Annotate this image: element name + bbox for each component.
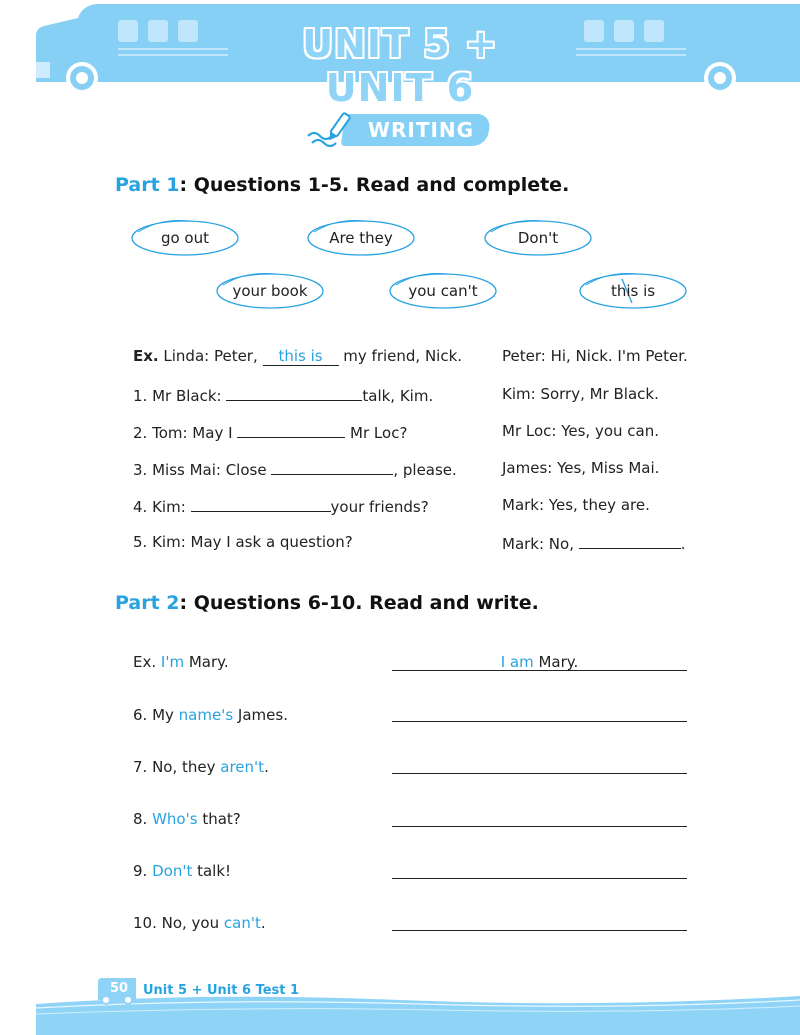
- question-text: Mary.: [184, 653, 229, 671]
- answer-line[interactable]: [392, 930, 687, 931]
- question-text: 7. No, they: [133, 758, 221, 776]
- part1-response-1: Kim: Sorry, Mr Black.: [502, 385, 659, 403]
- example-answer: this is: [263, 347, 339, 366]
- answer-blank[interactable]: [237, 422, 345, 438]
- question-text: talk!: [192, 862, 232, 880]
- highlight-word: name's: [178, 706, 234, 724]
- footer-wave-graphic: [0, 970, 800, 1035]
- section-title: WRITING: [367, 118, 475, 142]
- word-option-text: your book: [232, 282, 308, 300]
- highlight-word: Who's: [152, 810, 198, 828]
- answer-blank[interactable]: [271, 459, 393, 475]
- part1-label: Part 1: [115, 174, 180, 196]
- word-option-5: [388, 271, 498, 311]
- part2-example-answer: [392, 653, 687, 671]
- word-option-2: [306, 218, 416, 258]
- word-option-text: you can't: [408, 282, 478, 300]
- part1-question-2: [133, 422, 407, 442]
- question-text: 2. Tom: May I: [133, 424, 238, 442]
- part1-question-4: [133, 496, 429, 516]
- answer-line[interactable]: [392, 826, 687, 827]
- response-text: .: [680, 535, 686, 553]
- part1-response-3: James: Yes, Miss Mai.: [502, 459, 660, 477]
- question-text: .: [260, 914, 266, 932]
- example-text: my friend, Nick.: [338, 347, 463, 365]
- word-option-1: [130, 218, 240, 258]
- pen-writing-icon: [304, 110, 356, 150]
- example-text: Linda: Peter,: [158, 347, 263, 365]
- part1-question-5: 5. Kim: May I ask a question?: [133, 533, 353, 551]
- part1-heading: [115, 174, 569, 196]
- part1-response-4: Mark: Yes, they are.: [502, 496, 650, 514]
- question-text: your friends?: [330, 498, 429, 516]
- part2-question-7: [133, 758, 269, 776]
- part2-example-question: [133, 653, 229, 671]
- answer-blank[interactable]: [191, 496, 331, 512]
- part1-response-2: Mr Loc: Yes, you can.: [502, 422, 660, 440]
- question-text: 6. My: [133, 706, 179, 724]
- part2-question-8: [133, 810, 241, 828]
- word-option-text: Don't: [517, 229, 559, 247]
- part2-question-9: [133, 862, 231, 880]
- highlight-word: Don't: [152, 862, 193, 880]
- question-text: 8.: [133, 810, 153, 828]
- highlight-word: aren't: [220, 758, 265, 776]
- part2-instruction: : Questions 6-10. Read and write.: [179, 592, 539, 614]
- answer-line[interactable]: [392, 721, 687, 722]
- part2-heading: [115, 592, 539, 614]
- question-text: Ex.: [133, 653, 161, 671]
- answer-line[interactable]: [392, 773, 687, 774]
- word-option-6-used: [578, 271, 688, 311]
- answer-blank[interactable]: [579, 533, 681, 549]
- example-prefix: Ex.: [133, 347, 159, 365]
- response-text: Mark: No,: [502, 535, 579, 553]
- part1-question-3: [133, 459, 457, 479]
- answer-text: Mary.: [533, 653, 579, 671]
- answer-line: [392, 670, 687, 671]
- word-option-text: go out: [160, 229, 210, 247]
- question-text: talk, Kim.: [362, 387, 434, 405]
- part2-question-6: [133, 706, 288, 724]
- part1-question-1: [133, 385, 433, 405]
- question-text: 3. Miss Mai: Close: [133, 461, 272, 479]
- answer-blank[interactable]: [226, 385, 362, 401]
- part1-instruction: : Questions 1-5. Read and complete.: [179, 174, 570, 196]
- unit-title: UNIT 5 + UNIT 6: [302, 22, 498, 110]
- highlight-word: can't: [223, 914, 261, 932]
- footer-test-label: Unit 5 + Unit 6 Test 1: [143, 983, 300, 998]
- question-text: that?: [197, 810, 241, 828]
- answer-highlight: I am: [500, 653, 534, 671]
- question-text: James.: [233, 706, 288, 724]
- question-text: 1. Mr Black:: [133, 387, 227, 405]
- part1-example-right: Peter: Hi, Nick. I'm Peter.: [502, 347, 688, 365]
- question-text: 10. No, you: [133, 914, 224, 932]
- part1-response-5: [502, 533, 686, 553]
- question-text: 4. Kim:: [133, 498, 191, 516]
- answer-line[interactable]: [392, 878, 687, 879]
- part1-example-left: [133, 347, 462, 366]
- word-option-text: this is: [610, 282, 656, 300]
- question-text: , please.: [393, 461, 457, 479]
- part2-label: Part 2: [115, 592, 180, 614]
- question-text: .: [264, 758, 269, 776]
- page-number: 50: [109, 981, 129, 996]
- question-text: Mr Loc?: [345, 424, 408, 442]
- word-option-4: [215, 271, 325, 311]
- word-option-3: [483, 218, 593, 258]
- part2-question-10: [133, 914, 266, 932]
- word-option-text: Are they: [329, 229, 393, 247]
- question-text: 9.: [133, 862, 153, 880]
- highlight-word: I'm: [160, 653, 185, 671]
